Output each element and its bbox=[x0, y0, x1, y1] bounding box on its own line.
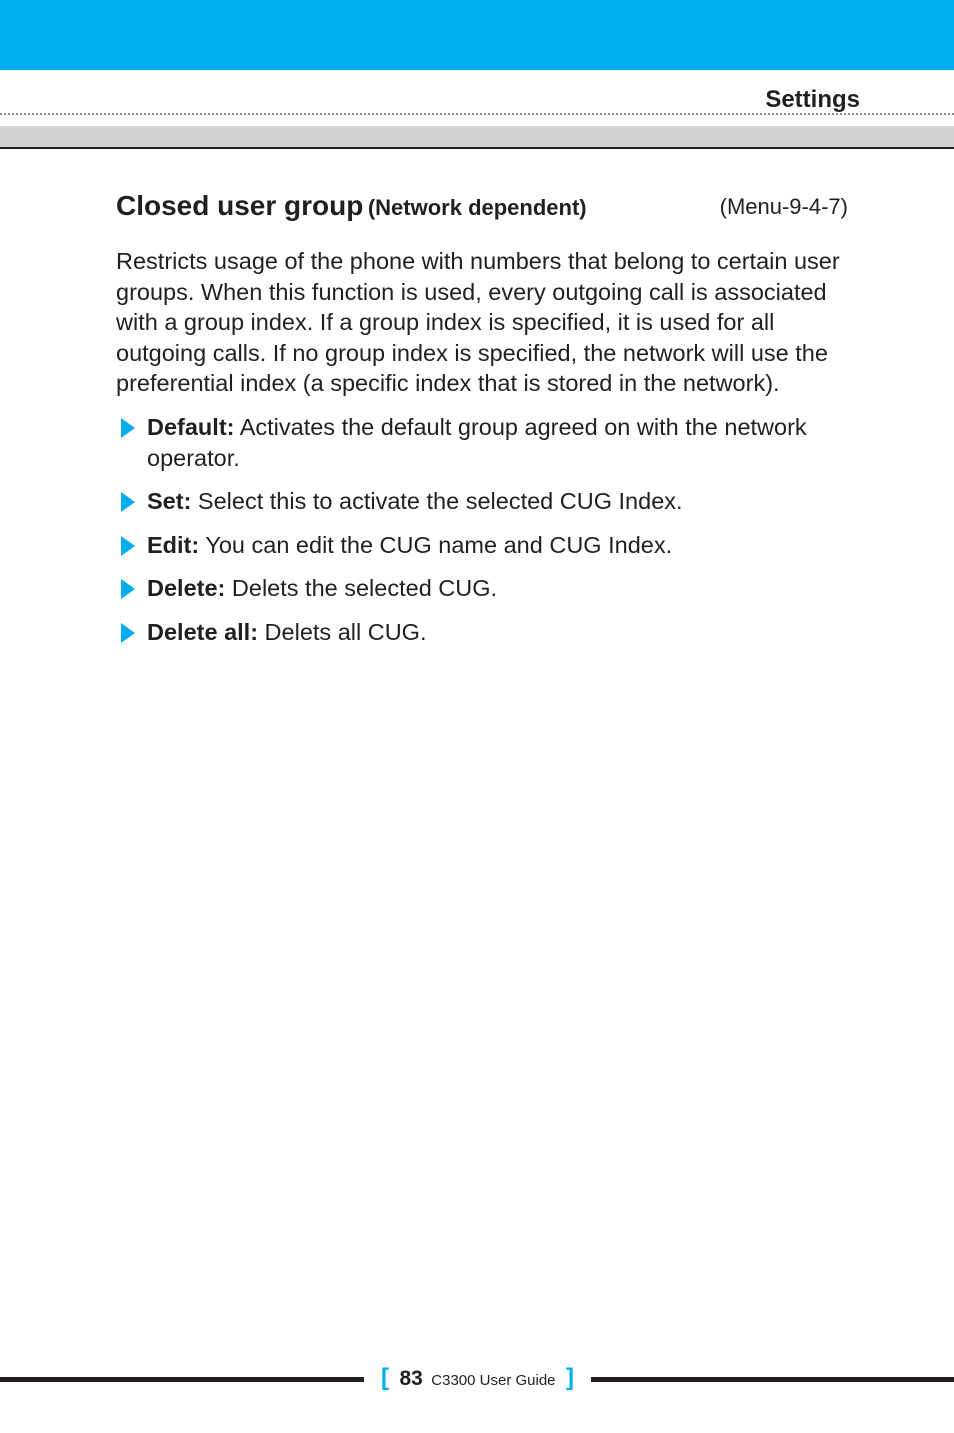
option-term: Default: bbox=[147, 413, 235, 440]
intro-paragraph: Restricts usage of the phone with numbers that belong to certain user groups. When this function is used, every outgoing call is associated with a group index. If a group index is specified, it is used for all outgoing calls. If no group index is specified, the network will use the preferential index (a specific index that is stored in the network). bbox=[116, 248, 840, 397]
option-description: You can edit the CUG name and CUG Index. bbox=[199, 531, 673, 558]
article-title: Closed user group bbox=[116, 190, 364, 221]
page-number: 83 bbox=[399, 1367, 423, 1390]
footer-open-bracket: [ bbox=[381, 1364, 390, 1391]
triangle-right-icon bbox=[121, 492, 135, 512]
list-item bbox=[116, 530, 856, 561]
option-description: Delets all CUG. bbox=[258, 618, 427, 645]
triangle-right-icon bbox=[121, 536, 135, 556]
option-list bbox=[116, 412, 856, 648]
triangle-right-icon bbox=[121, 579, 135, 599]
gray-header-band bbox=[0, 126, 954, 149]
footer-rule-left bbox=[0, 1377, 364, 1382]
triangle-right-icon bbox=[121, 623, 135, 643]
footer-rule-right bbox=[591, 1377, 954, 1382]
list-item bbox=[116, 486, 856, 517]
option-term: Edit: bbox=[147, 531, 200, 558]
list-item bbox=[116, 573, 856, 604]
list-item bbox=[116, 617, 856, 648]
triangle-right-icon bbox=[121, 418, 135, 438]
article-subtitle: (Network dependent) bbox=[367, 195, 587, 220]
menu-code: (Menu-9-4-7) bbox=[719, 194, 848, 219]
option-term: Set: bbox=[147, 488, 192, 515]
dotted-divider bbox=[0, 113, 954, 115]
page-footer bbox=[364, 1364, 591, 1392]
top-color-band bbox=[0, 0, 954, 70]
guide-name: C3300 User Guide bbox=[431, 1372, 556, 1389]
option-term: Delete all: bbox=[147, 618, 259, 645]
list-item bbox=[116, 412, 856, 473]
option-description: Delets the selected CUG. bbox=[225, 575, 498, 602]
option-description: Activates the default group agreed on with the network operator. bbox=[147, 413, 807, 471]
footer-close-bracket: ] bbox=[565, 1364, 574, 1391]
option-term: Delete: bbox=[147, 575, 226, 602]
article-heading bbox=[116, 190, 856, 234]
section-label: Settings bbox=[765, 86, 860, 113]
option-description: Select this to activate the selected CUG Index. bbox=[191, 488, 683, 515]
article-content bbox=[116, 190, 856, 661]
